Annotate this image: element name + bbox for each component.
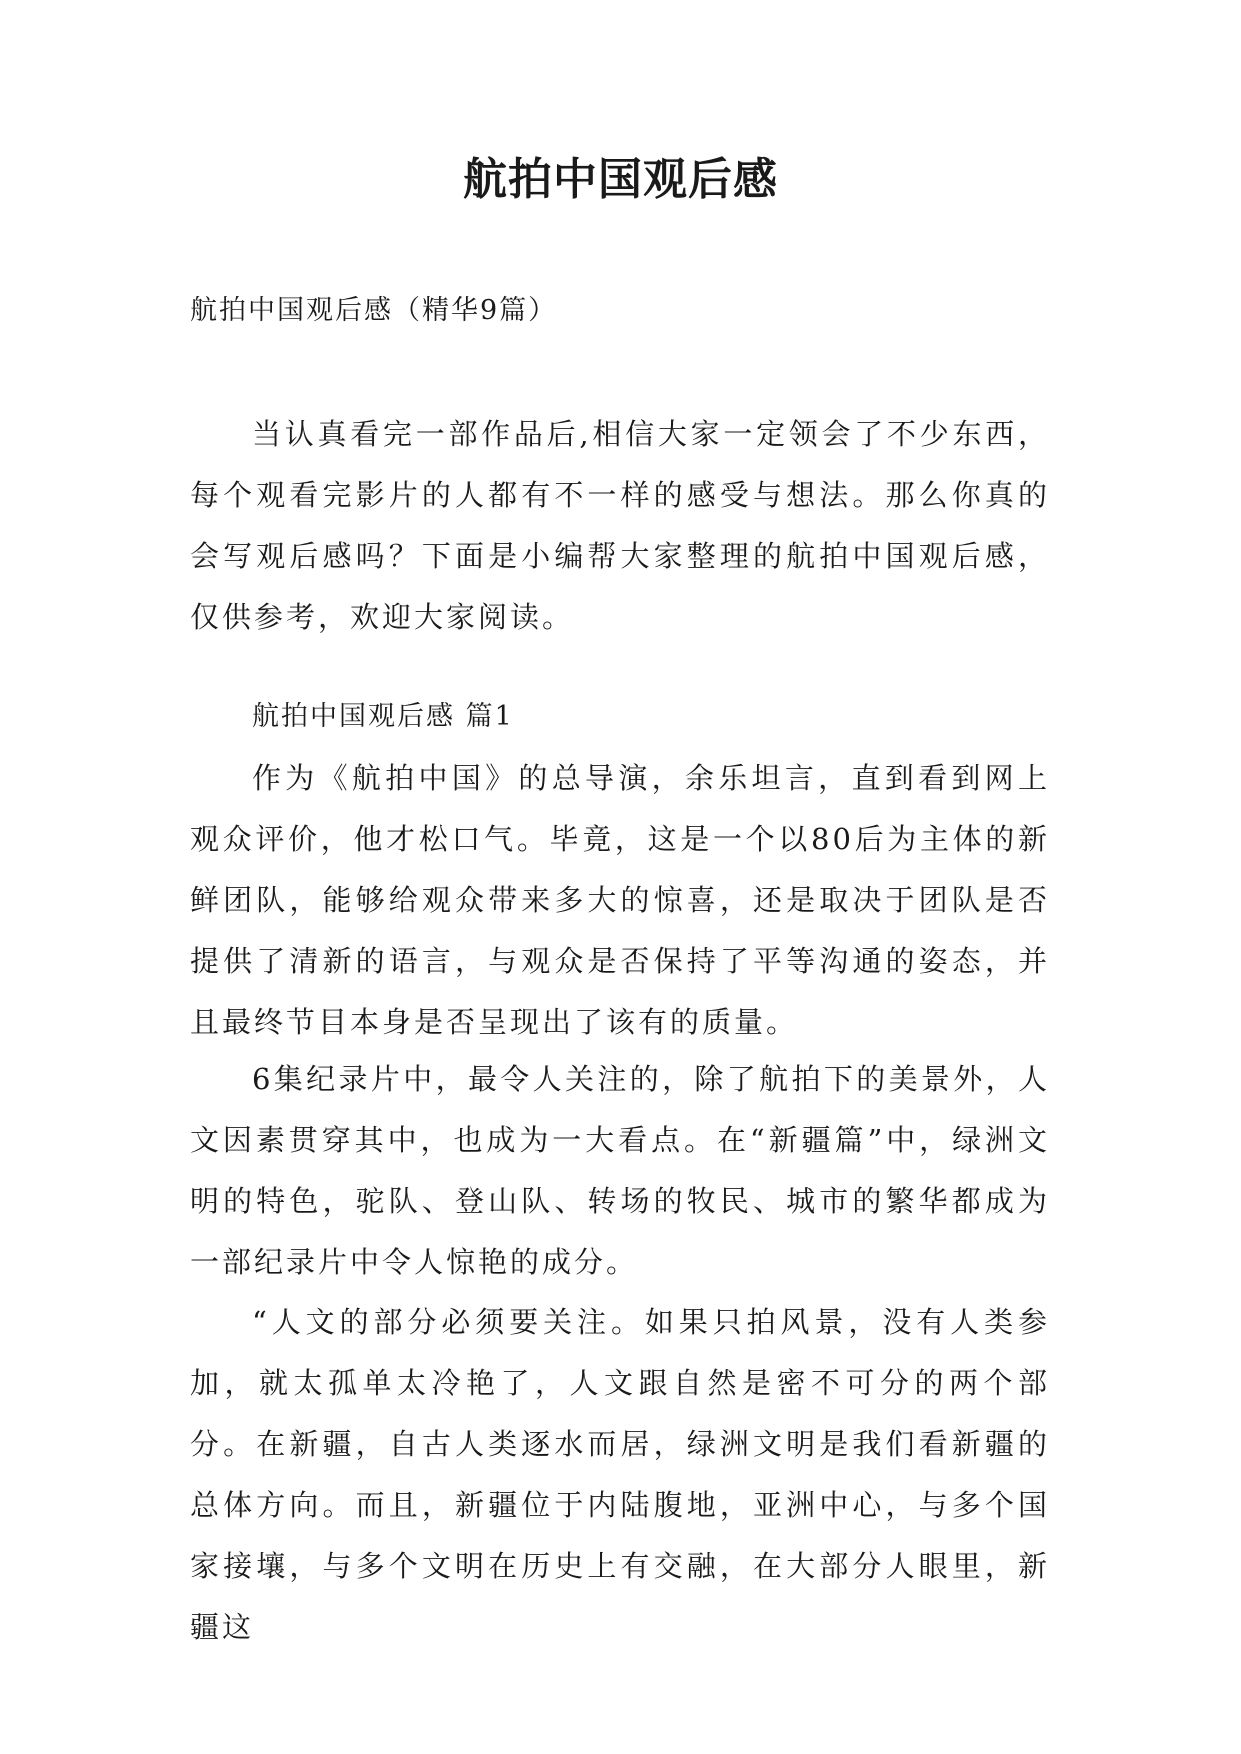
document-title: 航拍中国观后感 (463, 154, 778, 205)
body-paragraph-2: 6集纪录片中，最令人关注的，除了航拍下的美景外，人文因素贯穿其中，也成为一大看点。在“新疆篇”中，绿洲文明的特色，驼队、登山队、转场的牧民、城市的繁华都成为一部纪录片中令人惊艳的成分。 (190, 1062, 1050, 1279)
body-paragraph-3: “人文的部分必须要关注。如果只拍风景，没有人类参加，就太孤单太冷艳了，人文跟自然是密不可分的两个部分。在新疆，自古人类逐水而居，绿洲文明是我们看新疆的总体方向。而且，新疆位于内陆腹地，亚洲中心，与多个国家接壤，与多个文明在历史上有交融，在大部分人眼里，新疆这 (190, 1305, 1050, 1644)
body-paragraph-1: 作为《航拍中国》的总导演，余乐坦言，直到看到网上观众评价，他才松口气。毕竟，这是一个以80后为主体的新鲜团队，能够给观众带来多大的惊喜，还是取决于团队是否提供了清新的语言，与观众是否保持了平等沟通的姿态，并且最终节目本身是否呈现出了该有的质量。 (190, 761, 1050, 1039)
intro-paragraph: 当认真看完一部作品后,相信大家一定领会了不少东西，每个观看完影片的人都有不一样的感受与想法。那么你真的会写观后感吗？下面是小编帮大家整理的航拍中国观后感，仅供参考，欢迎大家阅读。 (190, 417, 1050, 634)
document-subtitle: 航拍中国观后感（精华9篇） (190, 295, 558, 326)
section-heading: 航拍中国观后感 篇1 (252, 701, 514, 732)
